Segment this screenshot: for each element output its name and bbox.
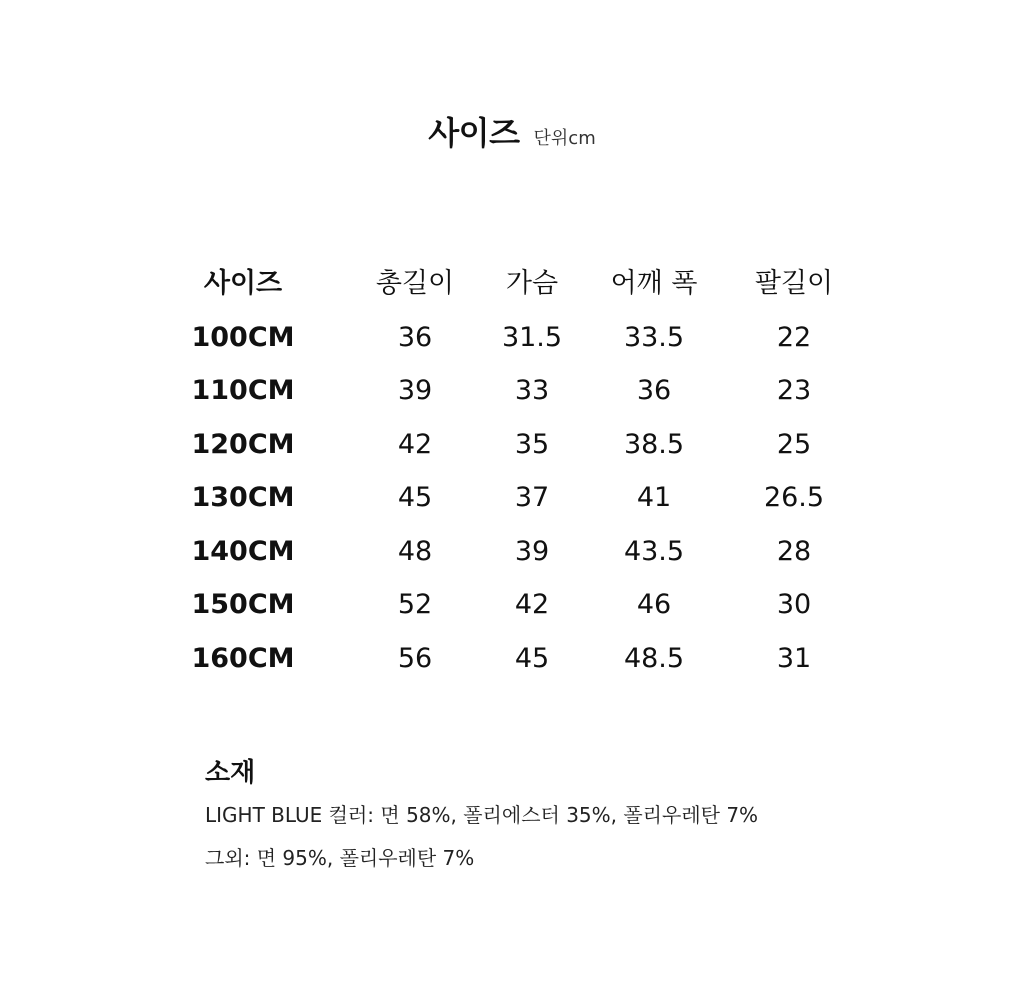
material-line-light-blue: LIGHT BLUE 컬러: 면 58%, 폴리에스터 35%, 폴리우레탄 7% bbox=[205, 803, 759, 827]
material-section bbox=[205, 752, 758, 885]
size-cell: 110CM bbox=[191, 375, 295, 406]
sleeve-length-cell: 23 bbox=[776, 375, 812, 406]
table-row bbox=[0, 367, 1024, 421]
total-length-cell: 39 bbox=[397, 375, 433, 406]
shoulder-width-cell: 36 bbox=[636, 375, 672, 406]
sleeve-length-cell: 31 bbox=[776, 642, 812, 674]
chest-cell: 37 bbox=[514, 482, 550, 513]
table-row bbox=[0, 635, 1024, 689]
sleeve-length-cell: 26.5 bbox=[763, 482, 825, 513]
total-length-cell: 36 bbox=[397, 321, 433, 353]
table-header-row bbox=[0, 260, 1024, 314]
total-length-cell: 52 bbox=[397, 589, 433, 620]
chest-cell: 45 bbox=[514, 642, 550, 674]
sleeve-length-cell: 30 bbox=[776, 589, 812, 620]
sleeve-length-cell: 28 bbox=[776, 535, 812, 567]
size-cell: 120CM bbox=[191, 428, 295, 460]
size-table bbox=[0, 260, 1024, 688]
header-shoulder-width: 어깨 폭 bbox=[610, 268, 698, 299]
table-row bbox=[0, 314, 1024, 368]
size-cell: 140CM bbox=[191, 535, 295, 567]
shoulder-width-cell: 46 bbox=[636, 589, 672, 620]
chest-cell: 35 bbox=[514, 428, 550, 460]
size-cell: 100CM bbox=[191, 321, 295, 353]
shoulder-width-cell: 33.5 bbox=[623, 321, 685, 353]
total-length-cell: 56 bbox=[397, 642, 433, 674]
shoulder-width-cell: 48.5 bbox=[623, 642, 685, 674]
page-title: 사이즈 bbox=[428, 114, 520, 152]
unit-label: 단위cm bbox=[533, 128, 596, 149]
size-chart-title bbox=[0, 108, 1024, 154]
header-size: 사이즈 bbox=[203, 268, 283, 299]
total-length-cell: 48 bbox=[397, 535, 433, 567]
material-title: 소재 bbox=[205, 758, 256, 788]
table-row bbox=[0, 528, 1024, 582]
shoulder-width-cell: 38.5 bbox=[623, 428, 685, 460]
chest-cell: 39 bbox=[514, 535, 550, 567]
size-cell: 130CM bbox=[191, 482, 295, 513]
header-sleeve-length: 팔길이 bbox=[754, 268, 834, 299]
header-chest: 가슴 bbox=[505, 268, 559, 299]
size-cell: 150CM bbox=[191, 589, 295, 620]
sleeve-length-cell: 25 bbox=[776, 428, 812, 460]
header-total-length: 총길이 bbox=[375, 268, 455, 299]
total-length-cell: 45 bbox=[397, 482, 433, 513]
table-row bbox=[0, 474, 1024, 528]
chest-cell: 33 bbox=[514, 375, 550, 406]
material-line-other: 그외: 면 95%, 폴리우레탄 7% bbox=[205, 846, 475, 870]
chest-cell: 42 bbox=[514, 589, 550, 620]
table-row bbox=[0, 421, 1024, 475]
total-length-cell: 42 bbox=[397, 428, 433, 460]
shoulder-width-cell: 41 bbox=[636, 482, 672, 513]
table-row bbox=[0, 581, 1024, 635]
size-cell: 160CM bbox=[191, 642, 295, 674]
shoulder-width-cell: 43.5 bbox=[623, 535, 685, 567]
chest-cell: 31.5 bbox=[501, 321, 563, 353]
sleeve-length-cell: 22 bbox=[776, 321, 812, 353]
